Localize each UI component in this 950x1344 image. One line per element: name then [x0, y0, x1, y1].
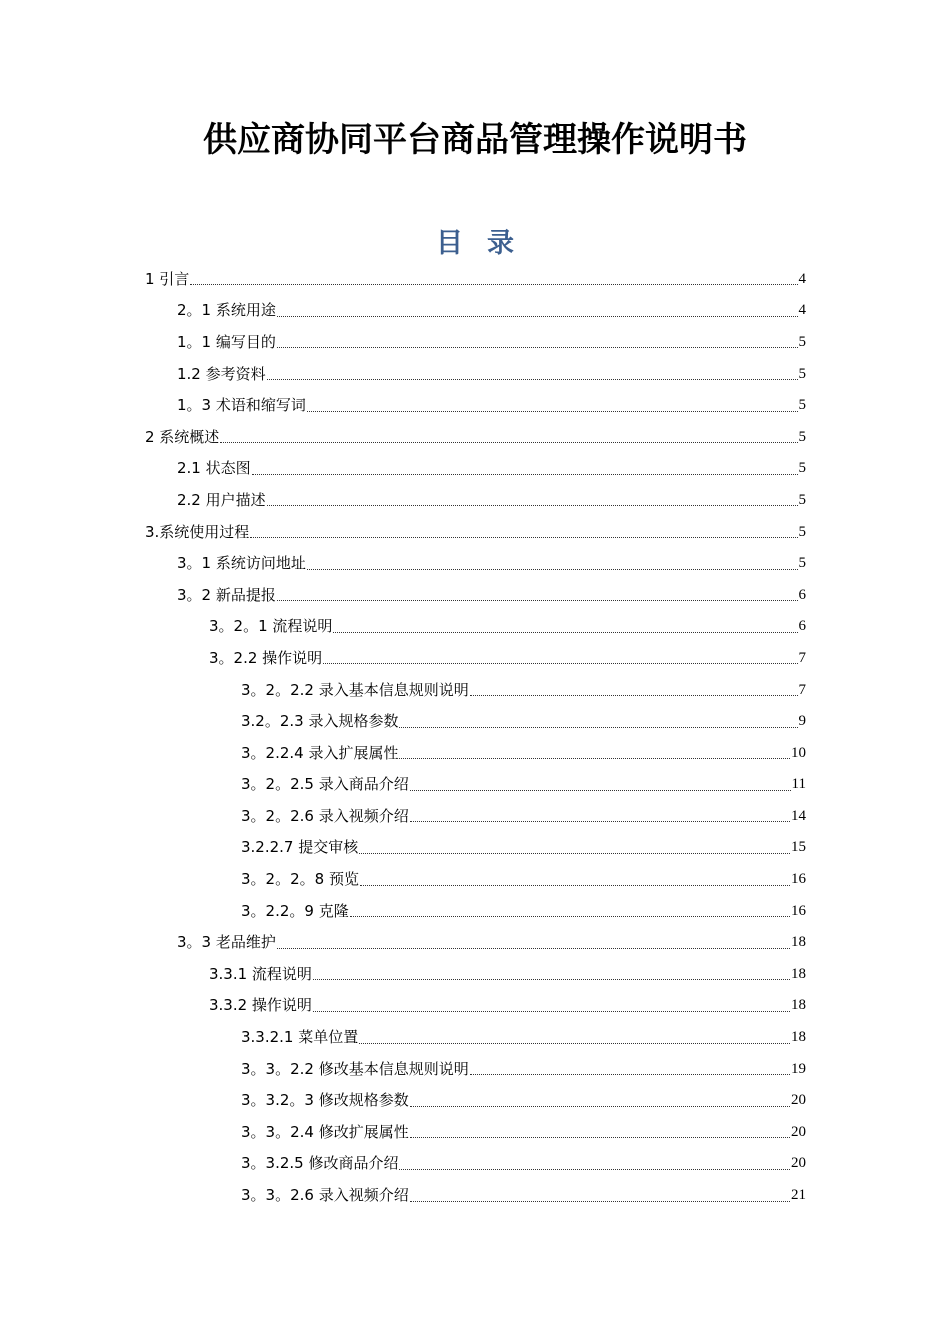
toc-entry-page: 10 [791, 744, 806, 761]
dot-leader [190, 284, 797, 285]
toc-entry-page: 9 [798, 713, 806, 730]
toc-entry-label: 3.2.2.7 提交审核 [241, 838, 359, 857]
toc-entry-page: 5 [798, 555, 806, 572]
toc-entry-page: 18 [791, 934, 806, 951]
toc-entry[interactable] [0, 769, 950, 801]
dot-leader [470, 1074, 790, 1075]
toc-entry-page: 5 [798, 428, 806, 445]
toc-entry[interactable] [0, 895, 950, 927]
toc-entry-label: 3。2.2.4 录入扩展属性 [241, 743, 399, 762]
toc-entry-label: 3。3。2.6 录入视频介绍 [241, 1186, 409, 1205]
dot-leader [277, 948, 790, 949]
toc-entry-label: 3。2.2。9 克隆 [241, 901, 349, 920]
toc-entry[interactable] [0, 389, 950, 421]
toc-entry-label: 3.2。2.3 录入规格参数 [241, 712, 399, 731]
dot-leader [267, 505, 798, 506]
toc-entry[interactable] [0, 295, 950, 327]
toc-entry[interactable] [0, 453, 950, 485]
toc-entry[interactable] [0, 990, 950, 1022]
toc-entry-page: 5 [798, 491, 806, 508]
toc-entry[interactable] [0, 484, 950, 516]
toc-entry[interactable] [0, 737, 950, 769]
toc-heading-char-2: 录 [487, 228, 514, 259]
dot-leader [410, 1201, 790, 1202]
dot-leader [277, 347, 798, 348]
toc-entry-label: 3。3 老品维护 [177, 933, 276, 952]
table-of-contents [0, 263, 950, 1211]
toc-entry-label: 1。1 编写目的 [177, 332, 276, 351]
toc-entry[interactable] [0, 800, 950, 832]
toc-entry-page: 6 [798, 586, 806, 603]
toc-entry-page: 19 [791, 1060, 806, 1077]
toc-entry-label: 3.系统使用过程 [145, 522, 250, 541]
toc-entry-label: 3.3.2.1 菜单位置 [241, 1028, 359, 1047]
dot-leader [220, 442, 797, 443]
dot-leader [267, 379, 798, 380]
dot-leader [277, 600, 798, 601]
toc-entry-label: 3。2。1 流程说明 [209, 617, 333, 636]
toc-entry[interactable] [0, 1084, 950, 1116]
dot-leader [399, 727, 797, 728]
toc-entry[interactable] [0, 547, 950, 579]
toc-entry-label: 2.2 用户描述 [177, 490, 266, 509]
toc-entry-page: 18 [791, 997, 806, 1014]
toc-entry-page: 15 [791, 839, 806, 856]
toc-entry-label: 3。3。2.2 修改基本信息规则说明 [241, 1059, 469, 1078]
toc-entry-page: 18 [791, 1029, 806, 1046]
toc-entry[interactable] [0, 705, 950, 737]
toc-entry[interactable] [0, 1021, 950, 1053]
toc-entry-label: 1.2 参考资料 [177, 364, 266, 383]
toc-entry-page: 5 [798, 333, 806, 350]
toc-entry-page: 5 [798, 397, 806, 414]
toc-entry-page: 4 [798, 270, 806, 287]
toc-entry[interactable] [0, 1148, 950, 1180]
toc-heading [0, 225, 950, 263]
dot-leader [359, 1043, 790, 1044]
dot-leader [410, 1106, 790, 1107]
document-title: 供应商协同平台商品管理操作说明书 [203, 120, 747, 160]
dot-leader [323, 663, 797, 664]
toc-entry-label: 3。2 新品提报 [177, 585, 276, 604]
toc-entry-page: 16 [791, 871, 806, 888]
dot-leader [470, 695, 798, 696]
dot-leader [250, 537, 797, 538]
toc-heading-char-1: 目 [436, 228, 463, 259]
toc-entry-label: 2。1 系统用途 [177, 301, 276, 320]
toc-entry[interactable] [0, 516, 950, 548]
toc-entry-page: 20 [791, 1155, 806, 1172]
toc-entry-page: 16 [791, 902, 806, 919]
toc-entry-page: 14 [791, 807, 806, 824]
toc-entry-page: 7 [798, 681, 806, 698]
dot-leader [399, 758, 790, 759]
dot-leader [410, 790, 791, 791]
toc-entry[interactable] [0, 642, 950, 674]
toc-entry-page: 21 [791, 1187, 806, 1204]
dot-leader [307, 411, 798, 412]
dot-leader [359, 853, 790, 854]
toc-entry-page: 18 [791, 965, 806, 982]
toc-entry-page: 6 [798, 618, 806, 635]
toc-entry-label: 3。3.2。3 修改规格参数 [241, 1091, 409, 1110]
toc-entry[interactable] [0, 358, 950, 390]
dot-leader [410, 1137, 790, 1138]
toc-entry-label: 3。2.2 操作说明 [209, 648, 323, 667]
dot-leader [410, 821, 790, 822]
toc-entry-page: 11 [791, 776, 806, 793]
toc-entry-page: 4 [798, 302, 806, 319]
toc-entry-label: 2 系统概述 [145, 427, 220, 446]
dot-leader [313, 1011, 790, 1012]
toc-entry-label: 3。2。2.5 录入商品介绍 [241, 775, 409, 794]
dot-leader [350, 916, 790, 917]
toc-entry-label: 3.3.1 流程说明 [209, 964, 312, 983]
dot-leader [307, 569, 798, 570]
toc-entry[interactable] [0, 611, 950, 643]
toc-entry-label: 3。1 系统访问地址 [177, 554, 306, 573]
toc-entry-label: 2.1 状态图 [177, 459, 251, 478]
toc-entry[interactable] [0, 579, 950, 611]
toc-entry-label: 3。2。2.6 录入视频介绍 [241, 806, 409, 825]
toc-entry[interactable] [0, 832, 950, 864]
toc-entry-page: 5 [798, 460, 806, 477]
toc-entry[interactable] [0, 326, 950, 358]
dot-leader [333, 632, 797, 633]
toc-entry[interactable] [0, 863, 950, 895]
dot-leader [360, 885, 790, 886]
toc-entry-label: 1 引言 [145, 269, 190, 288]
toc-entry[interactable] [0, 926, 950, 958]
toc-entry-label: 3.3.2 操作说明 [209, 996, 312, 1015]
toc-entry-page: 7 [798, 649, 806, 666]
toc-entry-page: 5 [798, 365, 806, 382]
dot-leader [399, 1169, 790, 1170]
dot-leader [313, 979, 790, 980]
toc-entry[interactable] [0, 674, 950, 706]
toc-entry[interactable] [0, 958, 950, 990]
toc-entry-label: 3。2。2。8 预览 [241, 870, 359, 889]
toc-entry[interactable] [0, 421, 950, 453]
toc-entry[interactable] [0, 1179, 950, 1211]
dot-leader [277, 316, 798, 317]
toc-entry-page: 20 [791, 1092, 806, 1109]
toc-entry-label: 3。3.2.5 修改商品介绍 [241, 1154, 399, 1173]
toc-entry-page: 5 [798, 523, 806, 540]
toc-entry-label: 1。3 术语和缩写词 [177, 396, 306, 415]
toc-entry-label: 3。3。2.4 修改扩展属性 [241, 1122, 409, 1141]
toc-entry[interactable] [0, 1116, 950, 1148]
toc-entry-page: 20 [791, 1123, 806, 1140]
toc-entry[interactable] [0, 263, 950, 295]
toc-entry[interactable] [0, 1053, 950, 1085]
toc-entry-label: 3。2。2.2 录入基本信息规则说明 [241, 680, 469, 699]
dot-leader [252, 474, 798, 475]
